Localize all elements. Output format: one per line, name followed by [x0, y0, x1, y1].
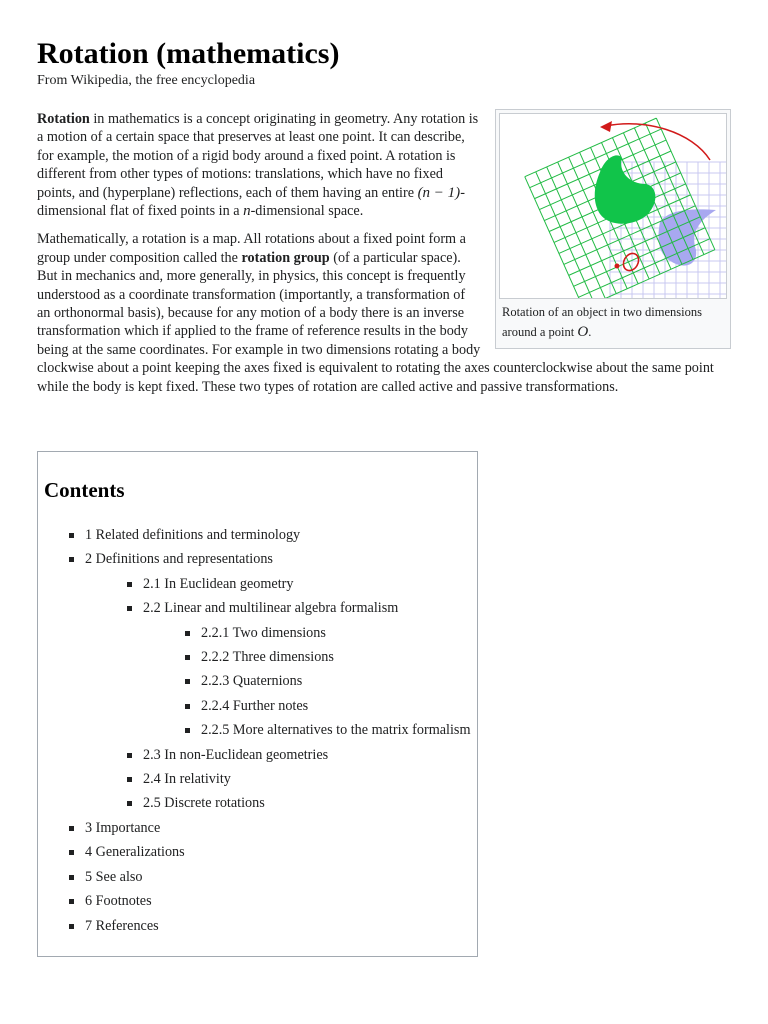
toc-sublist — [85, 572, 471, 816]
toc-item[interactable]: 2.2.5 More alternatives to the matrix formalism — [184, 718, 471, 742]
toc-item[interactable] — [126, 596, 471, 742]
intro-text-a: in mathematics is a concept originating in geometry. Any rotation is a motion of a certain space that preserves at least one point. It can describe, for example, the motion of a rigid body around a fixed point. A rotation is different from other types of motions: translations, which have no fixed points, and (hyperplane) reflections, each of them having an entire — [37, 111, 479, 201]
toc-item[interactable]: 6 Footnotes — [68, 889, 471, 913]
toc-item[interactable]: 2.2.1 Two dimensions — [184, 621, 471, 645]
toc-item[interactable]: 2.4 In relativity — [126, 767, 471, 791]
caption-text: Rotation of an object in two dimensions around a point — [502, 305, 702, 339]
toc-item[interactable]: 5 See also — [68, 865, 471, 889]
toc-item[interactable]: 2.1 In Euclidean geometry — [126, 572, 471, 596]
page-title: Rotation (mathematics) — [37, 37, 340, 70]
caption-symbol: O — [577, 323, 589, 340]
toc-item[interactable]: 7 References — [68, 914, 471, 938]
intro2-text-a: Mathematically, a rotation is a map. All rotations about a fixed point form a group under composition called the — [37, 231, 466, 266]
center-point-O — [615, 264, 620, 269]
toc-item[interactable]: 3 Importance — [68, 816, 471, 840]
table-of-contents — [37, 451, 478, 957]
toc-item[interactable]: 2.2.3 Quaternions — [184, 669, 471, 693]
toc-list — [68, 523, 471, 938]
rotation-diagram-icon — [500, 114, 726, 298]
infobox-figure — [495, 109, 731, 349]
toc-title: Contents — [44, 478, 125, 502]
article-page — [37, 36, 731, 934]
rotation-group-link[interactable]: rotation group — [241, 249, 330, 266]
toc-sublist — [143, 621, 471, 743]
toc-item[interactable]: 2.3 In non-Euclidean geometries — [126, 743, 471, 767]
infobox-caption — [499, 299, 727, 345]
caption-end: . — [588, 324, 592, 339]
toc-item[interactable]: 2.5 Discrete rotations — [126, 791, 471, 815]
math-n-minus-1: (n − 1) — [417, 184, 461, 201]
toc-item-label[interactable]: 2 Definitions and representations — [85, 551, 273, 568]
intro2-text-b: (of a particular space). But in mechanics and, more generally, in physics, this concept is frequently understood as a coordinate transformation (importantly, a transformation of an orthonormal basis), because for any motion of a body there is an inverse transformation which if applied to the frame of reference results in the body being at the same coordinates. For example in two dimensions rotating a body clockwise about a point keeping the axes fixed is equivalent to rotating the axes counterclockwise about the same point while the body is kept fixed. These two types of rotation are called active and passive transformations. — [37, 249, 714, 395]
intro-text-c: -dimensional space. — [250, 203, 364, 220]
rotation-arrow-head — [600, 121, 612, 132]
toc-item[interactable]: 4 Generalizations — [68, 840, 471, 864]
site-tagline: From Wikipedia, the free encyclopedia — [37, 73, 256, 88]
rotation-diagram-image[interactable] — [499, 113, 727, 299]
toc-item[interactable]: 2.2.4 Further notes — [184, 694, 471, 718]
math-n: n — [243, 203, 251, 220]
toc-item-label[interactable]: 2.2 Linear and multilinear algebra formalism — [143, 600, 399, 617]
toc-item[interactable]: 2.2.2 Three dimensions — [184, 645, 471, 669]
rotation-arrow-arc — [606, 124, 710, 160]
toc-item[interactable] — [68, 547, 471, 815]
intro-bold-term: Rotation — [37, 111, 90, 127]
toc-item[interactable]: 1 Related definitions and terminology — [68, 523, 471, 547]
intro-text-b: -dimensional flat of fixed points in a — [37, 184, 465, 220]
